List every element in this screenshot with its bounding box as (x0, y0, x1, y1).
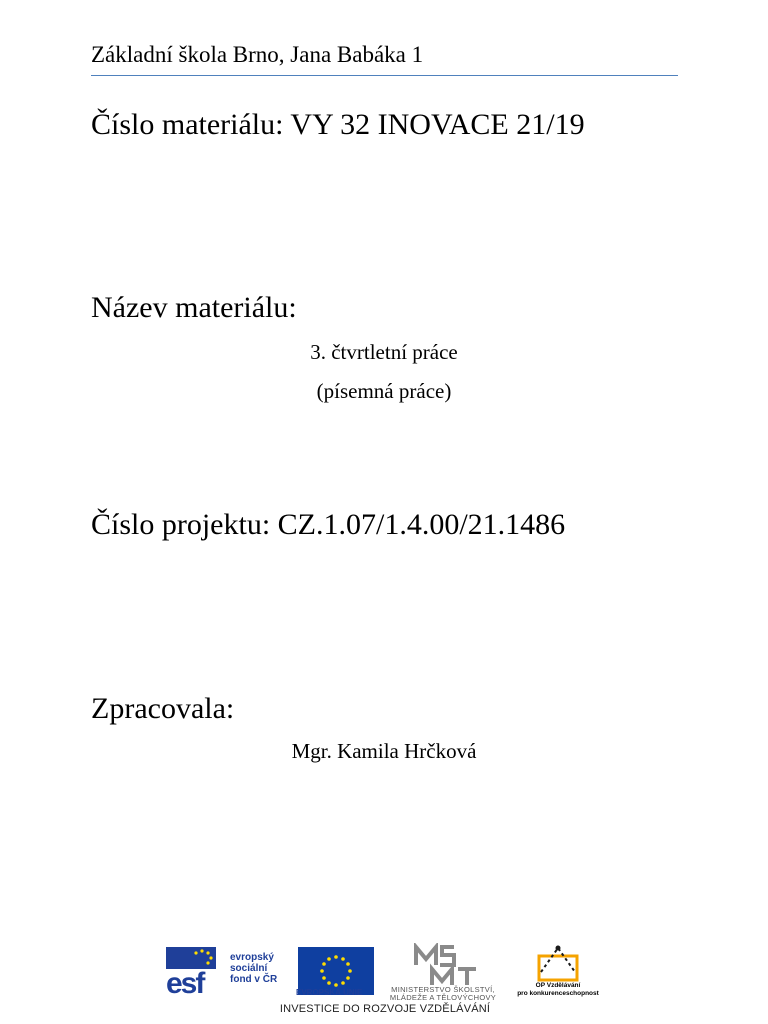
material-name-label: Název materiálu: (91, 291, 297, 324)
project-number: Číslo projektu: CZ.1.07/1.4.00/21.1486 (91, 508, 566, 541)
op-logo-icon (533, 942, 583, 982)
author-name: Mgr. Kamila Hrčková (291, 739, 477, 763)
funding-logos (160, 940, 610, 1024)
svg-text:esf: esf (166, 967, 204, 995)
header-divider (91, 75, 678, 76)
esf-logo-icon (166, 947, 236, 995)
msmt-logo-icon (410, 943, 480, 987)
esf-text: evropský sociální fond v ČR (230, 952, 278, 985)
msmt-text: MINISTERSTVO ŠKOLSTVÍ, MLÁDEŽE A TĚLOVÝCHOVY (389, 985, 497, 1002)
material-name-line1: 3. čtvrtletní práce (310, 340, 458, 364)
school-header: Základní škola Brno, Jana Babáka 1 (91, 42, 424, 67)
investment-slogan: INVESTICE DO ROZVOJE VZDĚLÁVÁNÍ (279, 1003, 491, 1015)
eu-text: EVROPSKÁ UNIE (296, 988, 363, 997)
op-text: OP Vzdělávání pro konkurenceschopnost (517, 982, 599, 997)
author-label: Zpracovala: (91, 692, 235, 725)
material-name-line2: (písemná práce) (316, 379, 452, 403)
material-number: Číslo materiálu: VY 32 INOVACE 21/19 (91, 108, 585, 141)
